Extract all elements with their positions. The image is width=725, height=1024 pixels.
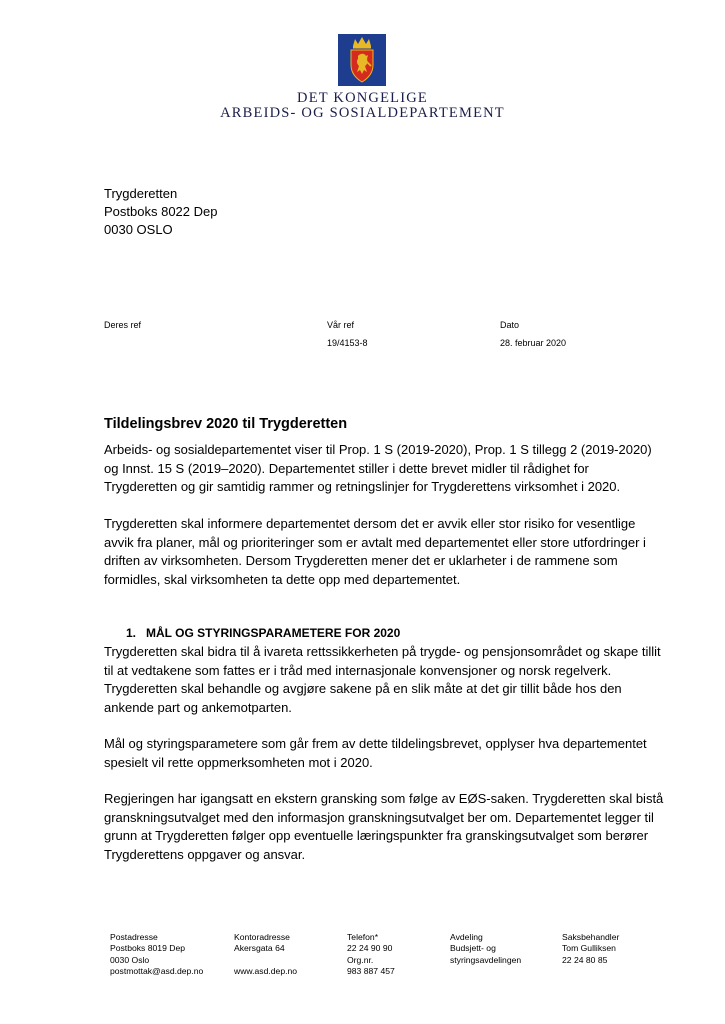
department-name-line2: ARBEIDS- OG SOSIALDEPARTEMENT [220,105,505,121]
dato-label: Dato [500,320,520,330]
deres-ref-label: Deres ref [104,320,142,330]
footer-kontoradresse-blank [234,955,297,966]
footer-email-link[interactable]: postmottak@asd.dep.no [110,966,204,977]
footer-orgnr-value: 983 887 457 [347,966,395,977]
footer-avdeling-label: Avdeling [450,932,483,942]
paragraph-mandate: Trygderetten skal bidra til å ivareta rettssikkerheten på trygde- og pensjonsområdet og skape tillit til at vedtakene som fattes er i tråd med internasjonale konvensjoner og norsk regelverk. Trygderetten skal behandle og avgjøre sakene på en slik måte at det gir tillit både hos den ankende part og ankemotparten. [104,644,661,715]
footer-saksbehandler [562,932,619,966]
recipient-address [104,185,217,239]
var-ref-label: Vår ref [327,320,355,330]
recipient-city: 0030 OSLO [104,222,173,237]
recipient-street: Postboks 8022 Dep [104,204,218,219]
footer-postadresse-city: 0030 Oslo [110,954,150,965]
footer-website-link[interactable]: www.asd.dep.no [234,966,298,977]
footer-telefon [347,932,395,978]
footer-postadresse-label: Postadresse [110,932,158,942]
footer-postadresse [110,932,203,978]
footer-avdeling [450,932,521,966]
footer-saksbehandler-phone: 22 24 80 85 [562,954,608,965]
paragraph-parameters: Mål og styringsparametere som går frem av dette tildelingsbrevet, opplyser hva departementet spesielt vil rette oppmerksomheten mot i 2020. [104,736,647,770]
footer-kontoradresse-label: Kontoradresse [234,932,290,942]
footer-telefon-label: Telefon* [347,932,379,942]
paragraph-intro: Arbeids- og sosialdepartementet viser til Prop. 1 S (2019-2020), Prop. 1 S tillegg 2 (2019-2020) og Innst. 15 S (2019–2020). Departementet stiller i dette brevet midler til rådighet for Trygderetten og gir samtidig rammer og retningslinjer for Trygderettens virksomhet i 2020. [104,442,652,494]
footer-orgnr-label: Org.nr. [347,954,374,965]
footer-avdeling-line2: styringsavdelingen [450,954,522,965]
footer-kontoradresse [234,932,297,978]
dato-value: 28. februar 2020 [500,338,567,348]
paragraph-investigation: Regjeringen har igangsatt en ekstern gransking som følge av EØS-saken. Trygderetten skal bistå granskningsutvalget med den informasjon granskningsutvalget ber om. Departementet legger til grunn at Trygderetten følger opp eventuelle læringspunkter fra granskingsutvalget som berører Trygderettens oppgaver og ansvar. [104,791,664,862]
footer-postadresse-street: Postboks 8019 Dep [110,943,186,954]
footer-telefon-number: 22 24 90 90 [347,943,393,954]
var-ref-value: 19/4153-8 [327,338,368,348]
footer-saksbehandler-name: Tom Gulliksen [562,943,616,954]
document-title: Tildelingsbrev 2020 til Trygderetten [104,416,348,432]
department-name-line1: DET KONGELIGE [297,90,428,106]
footer-avdeling-line1: Budsjett- og [450,943,496,954]
paragraph-reporting: Trygderetten skal informere departementet dersom det er avvik eller stor risiko for vesentlige avvik fra planer, mål og prioriteringer som er avtalt med departementet eller store utfordringer i driften av virksomheten. Dersom Trygderetten mener det er uklarheter i de rammene som formidles, skal virksomheten ta dette opp med departementet. [104,516,646,587]
recipient-name: Trygderetten [104,186,178,201]
section-heading-goals: 1. MÅL OG STYRINGSPARAMETERE FOR 2020 [126,626,401,640]
footer-kontoradresse-street: Akersgata 64 [234,943,285,954]
footer-saksbehandler-label: Saksbehandler [562,932,620,942]
royal-coat-of-arms-icon [338,34,386,86]
